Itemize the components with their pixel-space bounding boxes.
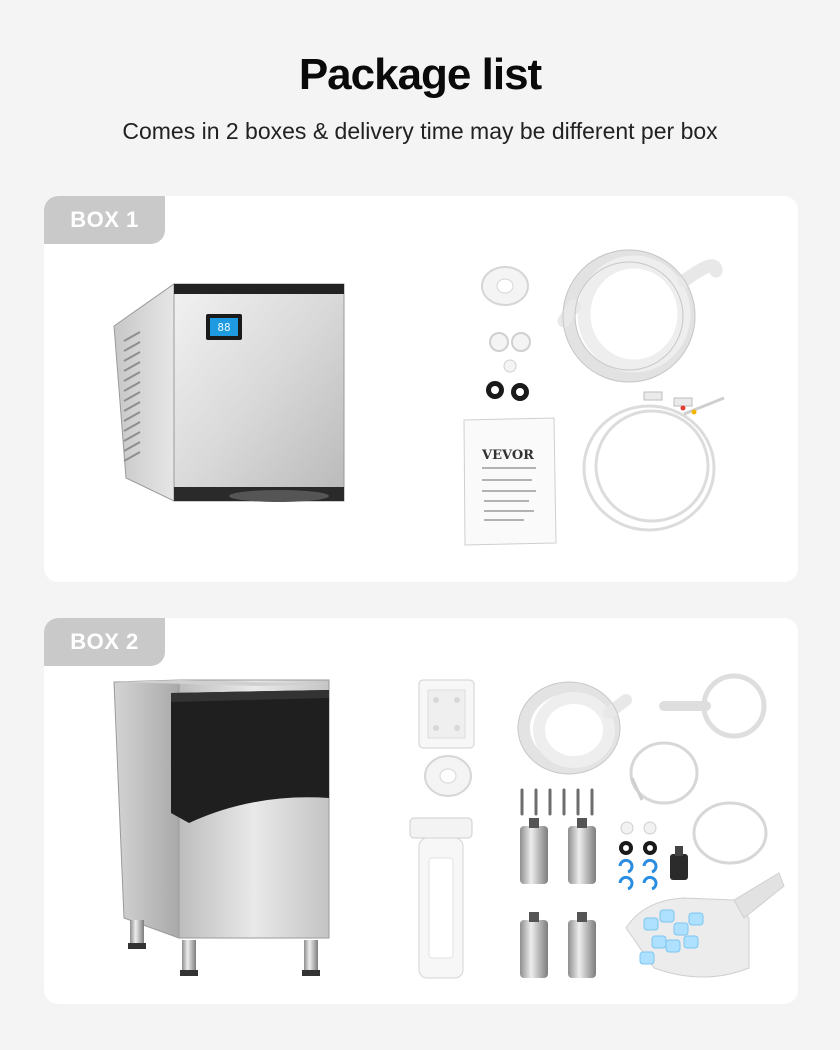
box-1-panel [44,196,798,582]
box-2-panel [44,618,798,1004]
page-title: Package list [298,50,542,99]
box-1-label: BOX 1 [44,196,165,244]
display-reading: 88 [217,321,231,334]
drain-hose [524,688,626,768]
box-2-contents [44,618,798,1004]
screws [522,790,592,814]
wall-bracket [419,680,474,748]
box-2-label: BOX 2 [44,618,165,666]
large-washer [425,756,471,796]
water-supply-tube [584,398,724,530]
drain-hose [564,256,716,376]
manual-brand: VEVOR [482,448,534,463]
page-subtitle: Comes in 2 boxes & delivery time may be different per box [122,118,718,144]
leveling-legs [520,818,596,978]
washers [482,267,530,372]
water-filter [410,818,472,978]
ice-maker-head [114,284,344,502]
storage-bin [114,680,329,976]
connectors [619,822,688,889]
filter-wrench [664,676,764,736]
gaskets [486,381,529,401]
user-manual [464,418,556,545]
box-1-contents [44,196,798,582]
ice-scoop [626,873,784,977]
